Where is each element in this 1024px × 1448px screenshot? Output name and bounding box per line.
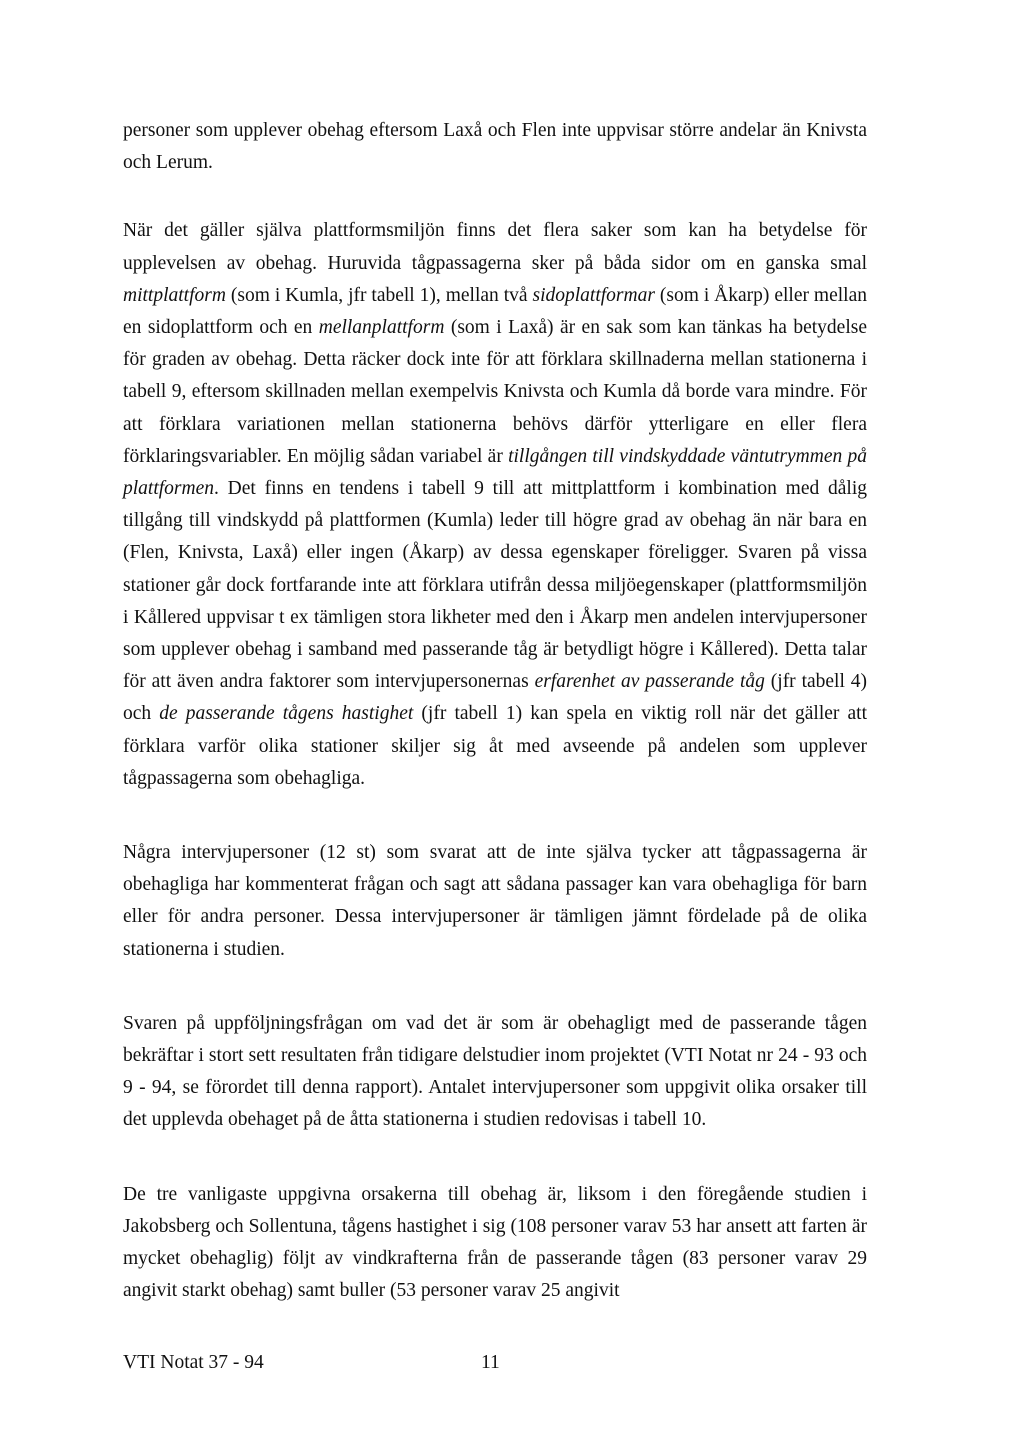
text-run: När det gäller själva plattformsmiljön finns det flera saker som kan ha betydelse för upplevelsen av obehag. Huruvida tågpassagerna sker på båda sidor om en ganska smal bbox=[123, 220, 867, 274]
paragraph-4 bbox=[123, 1008, 867, 1137]
paragraph-3 bbox=[123, 837, 867, 966]
text-run: (jfr tabell 4) och bbox=[123, 671, 868, 725]
text-run: (jfr tabell 1) kan spela en viktig roll när det gäller att förklara varför olika stationer skiljer sig åt med avseende på andelen som upplever tågpassagerna som obehagliga. bbox=[123, 703, 868, 789]
page-number: 11 bbox=[481, 1352, 500, 1373]
paragraph-1 bbox=[123, 115, 867, 179]
paragraph-5 bbox=[123, 1179, 867, 1308]
document-body bbox=[123, 115, 867, 1350]
italic-term-sidoplattformar: sidoplattformar bbox=[532, 284, 655, 306]
text-run: (som i Laxå) är en sak som kan tänkas ha betydelse för graden av obehag. Detta räcker dock inte för att förklara skillnaderna mellan stationerna i tabell 9, eftersom skillnaden mellan exempelvis Knivsta och Kumla då borde vara mindre. För att förklara variationen mellan stationerna behövs därför ytterligare en eller flera förklaringsvariabler. En möjlig sådan variabel är bbox=[123, 317, 867, 467]
italic-term-mellanplattform: mellanplattform bbox=[318, 317, 445, 339]
paragraph-2 bbox=[123, 215, 867, 795]
italic-term-mittplattform: mittplattform bbox=[123, 284, 226, 306]
text-run: Svaren på uppföljningsfrågan om vad det är som är obehagligt med de passerande tågen bekräftar i stort sett resultaten från tidigare delstudier inom projektet (VTI Notat nr 24 - 93 och 9 - 94, se förordet till denna rapport). Antalet intervjupersoner som uppgivit olika orsaker till det upplevda obehaget på de åtta stationerna i studien redovisas i tabell 10. bbox=[123, 1012, 867, 1131]
text-run: De tre vanligaste uppgivna orsakerna till obehag är, liksom i den föregående studien i Jakobsberg och Sollentuna, tågens hastighet i sig (108 personer varav 53 har ansett att farten är mycket obehaglig) följt av vindkrafterna från de passerande tågen (83 personer varav 29 angivit starkt obehag) samt buller (53 personer varav 25 angivit bbox=[123, 1183, 867, 1302]
italic-term-erfarenhet: erfarenhet av passerande tåg bbox=[534, 671, 765, 693]
page-footer bbox=[123, 1351, 500, 1375]
text-run: personer som upplever obehag eftersom Laxå och Flen inte uppvisar större andelar än Knivsta och Lerum. bbox=[123, 120, 867, 174]
text-run: Några intervjupersoner (12 st) som svarat att de inte själva tycker att tågpassagerna är obehagliga har kommenterat frågan och sagt att sådana passager kan vara obehagliga för barn eller för andra personer. Dessa intervjupersoner är tämligen jämnt fördelade på de olika stationerna i studien. bbox=[123, 842, 867, 960]
italic-term-vindskydd: tillgången till vindskyddade väntutrymmen på plattformen bbox=[123, 445, 867, 500]
footer-publication: VTI Notat 37 - 94 bbox=[123, 1352, 264, 1373]
italic-term-hastighet: de passerande tågens hastighet bbox=[159, 703, 414, 725]
text-run: (som i Kumla, jfr tabell 1), mellan två bbox=[225, 284, 533, 306]
text-run: (som i Åkarp) eller mellan en sidoplattform och en bbox=[123, 284, 867, 339]
text-run: . Det finns en tendens i tabell 9 till att mittplattform i kombination med dålig tillgång till vindskydd på plattformen (Kumla) leder till högre grad av obehag än när bara en (Flen, Knivsta, Laxå) eller ingen (Åkarp) av dessa egenskaper föreligger. Svaren på vissa stationer går dock fortfarande inte att förklara utifrån dessa miljöegenskaper (plattformsmiljön i Kållered uppvisar t ex tämligen stora likheter med den i Åkarp men andelen intervjupersoner som upplever obehag i samband med passerande tåg är betydligt högre i Kållered). Detta talar för att även andra faktorer som intervjupersonernas bbox=[123, 478, 867, 693]
